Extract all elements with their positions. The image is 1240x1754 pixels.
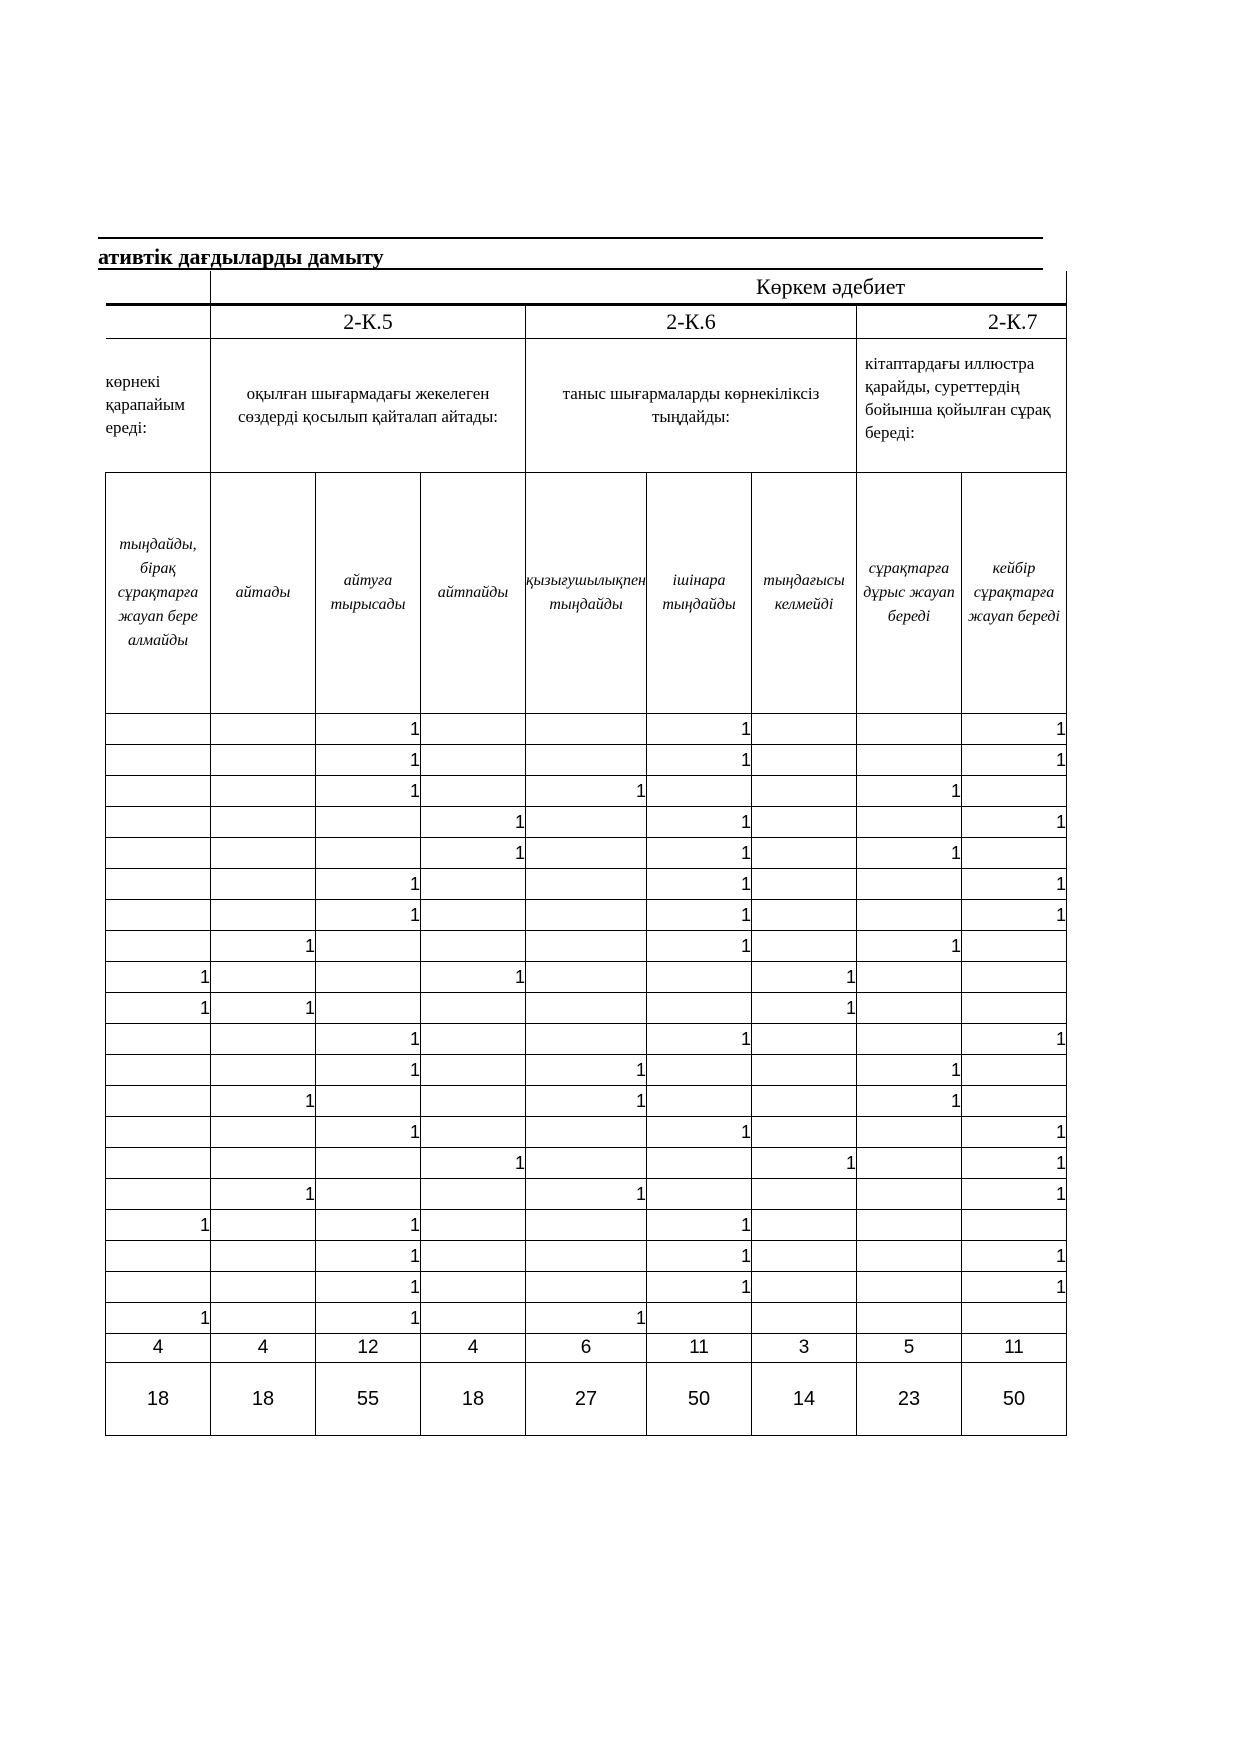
table-cell: 1 [647, 1210, 752, 1241]
table-cell: 1 [962, 1179, 1067, 1210]
total-cell: 11 [962, 1334, 1067, 1363]
table-cell: 1 [857, 1086, 962, 1117]
table-cell: 1 [962, 1241, 1067, 1272]
table-cell [962, 993, 1067, 1024]
table-row [106, 900, 1067, 931]
table-cell [857, 900, 962, 931]
subheader: ішінара тыңдайды [647, 473, 752, 714]
description-partial-left: көрнекі қарапайым ереді: [106, 339, 211, 473]
table-cell [421, 1241, 526, 1272]
table-cell: 1 [752, 993, 857, 1024]
table-cell [647, 776, 752, 807]
table-cell [211, 714, 316, 745]
code-cell-blank [106, 305, 211, 339]
table-row [106, 931, 1067, 962]
table-cell: 1 [752, 962, 857, 993]
table-cell [421, 1055, 526, 1086]
table-cell [421, 745, 526, 776]
data-rows [106, 714, 1067, 1334]
table-cell: 1 [316, 1272, 421, 1303]
percent-cell: 14 [752, 1363, 857, 1436]
table-cell [211, 1148, 316, 1179]
table-cell: 1 [316, 1055, 421, 1086]
table-cell: 1 [211, 1086, 316, 1117]
table-cell [752, 1210, 857, 1241]
table-cell [106, 807, 211, 838]
table-cell [316, 931, 421, 962]
table-cell [106, 1117, 211, 1148]
code-k6: 2-К.6 [526, 305, 857, 339]
table-cell [857, 1210, 962, 1241]
table-cell: 1 [211, 931, 316, 962]
table-cell [106, 1055, 211, 1086]
table-row [106, 714, 1067, 745]
table-cell [211, 1272, 316, 1303]
table-cell: 1 [526, 1303, 647, 1334]
table-row [106, 838, 1067, 869]
table-cell [752, 1055, 857, 1086]
table-cell: 1 [857, 776, 962, 807]
table-cell [752, 776, 857, 807]
subheader: айтпайды [421, 473, 526, 714]
table-row [106, 993, 1067, 1024]
table-cell [106, 1179, 211, 1210]
table-cell [421, 714, 526, 745]
total-cell: 5 [857, 1334, 962, 1363]
total-cell: 4 [421, 1334, 526, 1363]
table-cell: 1 [962, 807, 1067, 838]
table-cell [211, 807, 316, 838]
table-cell: 1 [962, 1272, 1067, 1303]
table-cell [526, 931, 647, 962]
table-cell: 1 [316, 869, 421, 900]
table-cell [526, 1241, 647, 1272]
table-cell [316, 838, 421, 869]
table-cell [752, 1303, 857, 1334]
table-cell: 1 [962, 1148, 1067, 1179]
table-cell [211, 869, 316, 900]
table-cell [421, 1210, 526, 1241]
table-cell [421, 1179, 526, 1210]
table-cell [421, 900, 526, 931]
subheader: тыңдағысы келмейді [752, 473, 857, 714]
table-cell [421, 1272, 526, 1303]
table-cell [106, 714, 211, 745]
table-cell [106, 1272, 211, 1303]
table-cell: 1 [647, 745, 752, 776]
table-cell [316, 1086, 421, 1117]
table-cell [211, 1117, 316, 1148]
table-cell [962, 1055, 1067, 1086]
percent-cell: 27 [526, 1363, 647, 1436]
table-cell [752, 869, 857, 900]
table-cell: 1 [962, 869, 1067, 900]
table-cell [857, 714, 962, 745]
table-cell [421, 1086, 526, 1117]
description-k5: оқылған шығармадағы жекелеген сөздерді қосылып қайталап айтады: [211, 339, 526, 473]
table-cell [857, 993, 962, 1024]
table-cell: 1 [316, 776, 421, 807]
table-cell [962, 838, 1067, 869]
table-cell [647, 993, 752, 1024]
table-cell [857, 962, 962, 993]
table-cell [316, 1179, 421, 1210]
table-cell [647, 1148, 752, 1179]
section-header: Көркем әдебиет [211, 271, 1067, 305]
table-cell: 1 [857, 931, 962, 962]
table-cell [647, 962, 752, 993]
table-cell [857, 1179, 962, 1210]
table-cell [857, 1272, 962, 1303]
table-cell [752, 931, 857, 962]
subheader-row [106, 473, 1067, 714]
table-cell: 1 [647, 714, 752, 745]
table-cell [316, 807, 421, 838]
table-cell: 1 [647, 1024, 752, 1055]
table-cell [106, 1086, 211, 1117]
table-cell: 1 [647, 1272, 752, 1303]
table-cell: 1 [647, 1241, 752, 1272]
table-cell [211, 838, 316, 869]
table-cell: 1 [962, 1024, 1067, 1055]
table-cell: 1 [106, 1210, 211, 1241]
table-cell [106, 776, 211, 807]
table-cell: 1 [106, 1303, 211, 1334]
table-row [106, 1117, 1067, 1148]
table-cell [647, 1055, 752, 1086]
table-cell: 1 [106, 993, 211, 1024]
table-cell: 1 [857, 1055, 962, 1086]
table-cell [752, 807, 857, 838]
table-cell: 1 [526, 1179, 647, 1210]
table-row [106, 1303, 1067, 1334]
table-cell: 1 [647, 838, 752, 869]
subheader: кейбір сұрақтарға жауап береді [962, 473, 1067, 714]
group-header-blank [106, 271, 211, 305]
table-cell [752, 838, 857, 869]
table-cell [752, 1086, 857, 1117]
top-rule [98, 237, 1043, 239]
table-cell: 1 [421, 838, 526, 869]
table-row [106, 1272, 1067, 1303]
table-cell [752, 1179, 857, 1210]
table-cell: 1 [962, 900, 1067, 931]
table-cell [106, 1024, 211, 1055]
table-cell: 1 [962, 745, 1067, 776]
description-k7: кітаптардағы иллюстра қарайды, суреттердің бойынша қойылған сұрақ береді: [857, 339, 1067, 473]
assessment-table [105, 271, 1067, 1436]
percent-cell: 23 [857, 1363, 962, 1436]
table-cell [857, 1241, 962, 1272]
subheader: тыңдайды, бірақ сұрақтарға жауап бере алмайды [106, 473, 211, 714]
code-k7: 2-К.7 [857, 305, 1067, 339]
table-cell: 1 [211, 1179, 316, 1210]
table-cell: 1 [316, 900, 421, 931]
total-cell: 6 [526, 1334, 647, 1363]
table-cell [526, 869, 647, 900]
table-cell: 1 [647, 807, 752, 838]
percent-cell: 18 [211, 1363, 316, 1436]
code-k5: 2-К.5 [211, 305, 526, 339]
percent-cell: 50 [962, 1363, 1067, 1436]
percent-cell: 18 [421, 1363, 526, 1436]
table-row [106, 1241, 1067, 1272]
table-cell: 1 [526, 1055, 647, 1086]
table-cell [106, 900, 211, 931]
table-cell [526, 807, 647, 838]
total-cell: 3 [752, 1334, 857, 1363]
title-rule [98, 268, 1043, 270]
table-cell [962, 776, 1067, 807]
table-cell: 1 [647, 1117, 752, 1148]
table-cell: 1 [421, 807, 526, 838]
table-cell [857, 1117, 962, 1148]
table-cell [421, 869, 526, 900]
table-cell: 1 [962, 714, 1067, 745]
table-row [106, 1148, 1067, 1179]
total-cell: 4 [211, 1334, 316, 1363]
table-cell: 1 [106, 962, 211, 993]
table-cell [316, 993, 421, 1024]
table-row [106, 962, 1067, 993]
table-cell [106, 931, 211, 962]
table-cell [211, 1241, 316, 1272]
table-cell [421, 1303, 526, 1334]
page-title: ативтік дағдыларды дамыту [98, 244, 384, 269]
table-cell: 1 [962, 1117, 1067, 1148]
table-cell [106, 1241, 211, 1272]
table-cell: 1 [647, 869, 752, 900]
subheader: айтуға тырысады [316, 473, 421, 714]
table-cell: 1 [647, 931, 752, 962]
table-cell: 1 [316, 1117, 421, 1148]
subheader: сұрақтарға дұрыс жауап береді [857, 473, 962, 714]
table-cell [211, 962, 316, 993]
table-cell [752, 1241, 857, 1272]
table-row [106, 1024, 1067, 1055]
table-cell: 1 [316, 714, 421, 745]
table-cell: 1 [211, 993, 316, 1024]
table-cell [857, 1024, 962, 1055]
table-cell [421, 776, 526, 807]
table-cell: 1 [526, 776, 647, 807]
table-cell [106, 745, 211, 776]
table-cell [752, 1117, 857, 1148]
table-cell [526, 838, 647, 869]
table-cell [752, 1024, 857, 1055]
table-row [106, 745, 1067, 776]
table-cell [316, 1148, 421, 1179]
table-row [106, 776, 1067, 807]
table-cell [647, 1303, 752, 1334]
table-cell [526, 900, 647, 931]
table-cell [211, 776, 316, 807]
table-cell [962, 962, 1067, 993]
table-cell [962, 931, 1067, 962]
table-cell [752, 714, 857, 745]
table-cell [526, 993, 647, 1024]
table-cell [106, 1148, 211, 1179]
table-cell [421, 993, 526, 1024]
table-row [106, 869, 1067, 900]
table-cell [857, 1148, 962, 1179]
table-cell: 1 [421, 962, 526, 993]
table-cell: 1 [316, 1303, 421, 1334]
table-cell: 1 [647, 900, 752, 931]
total-cell: 4 [106, 1334, 211, 1363]
subheader: айтады [211, 473, 316, 714]
table-cell [526, 1272, 647, 1303]
total-cell: 12 [316, 1334, 421, 1363]
percent-cell: 50 [647, 1363, 752, 1436]
table-cell [752, 900, 857, 931]
table-cell: 1 [526, 1086, 647, 1117]
table-row [106, 1055, 1067, 1086]
table-cell [106, 838, 211, 869]
table-cell [962, 1210, 1067, 1241]
table-cell [857, 745, 962, 776]
table-cell [421, 1117, 526, 1148]
table-cell [211, 745, 316, 776]
table-row [106, 1210, 1067, 1241]
table-cell [106, 869, 211, 900]
table-cell [962, 1086, 1067, 1117]
table-cell: 1 [316, 1024, 421, 1055]
table-row [106, 807, 1067, 838]
table-cell [526, 1210, 647, 1241]
table-cell [647, 1086, 752, 1117]
table-cell [211, 1024, 316, 1055]
table-cell [962, 1303, 1067, 1334]
total-cell: 11 [647, 1334, 752, 1363]
table-cell [526, 1024, 647, 1055]
table-cell [421, 931, 526, 962]
table-cell: 1 [752, 1148, 857, 1179]
table-row [106, 1086, 1067, 1117]
table-cell [421, 1024, 526, 1055]
table-cell: 1 [421, 1148, 526, 1179]
table-cell [857, 1303, 962, 1334]
table-cell [211, 1303, 316, 1334]
table-cell: 1 [316, 1210, 421, 1241]
table-cell [526, 714, 647, 745]
table-cell: 1 [857, 838, 962, 869]
table-cell: 1 [316, 745, 421, 776]
table-cell [752, 745, 857, 776]
table-cell [526, 1148, 647, 1179]
table-cell [526, 962, 647, 993]
subheader: қызығушылықпен тыңдайды [526, 473, 647, 714]
totals-row [106, 1334, 1067, 1363]
table-cell [211, 1210, 316, 1241]
table-cell [211, 900, 316, 931]
description-k6: таныс шығармаларды көрнекіліксіз тыңдайды: [526, 339, 857, 473]
table-cell [211, 1055, 316, 1086]
table-cell [752, 1272, 857, 1303]
table-cell [316, 962, 421, 993]
table-cell [526, 745, 647, 776]
table-cell [526, 1117, 647, 1148]
percent-row [106, 1363, 1067, 1436]
table-cell [647, 1179, 752, 1210]
table-cell [857, 807, 962, 838]
percent-cell: 18 [106, 1363, 211, 1436]
table-row [106, 1179, 1067, 1210]
percent-cell: 55 [316, 1363, 421, 1436]
table-cell [857, 869, 962, 900]
table-cell: 1 [316, 1241, 421, 1272]
